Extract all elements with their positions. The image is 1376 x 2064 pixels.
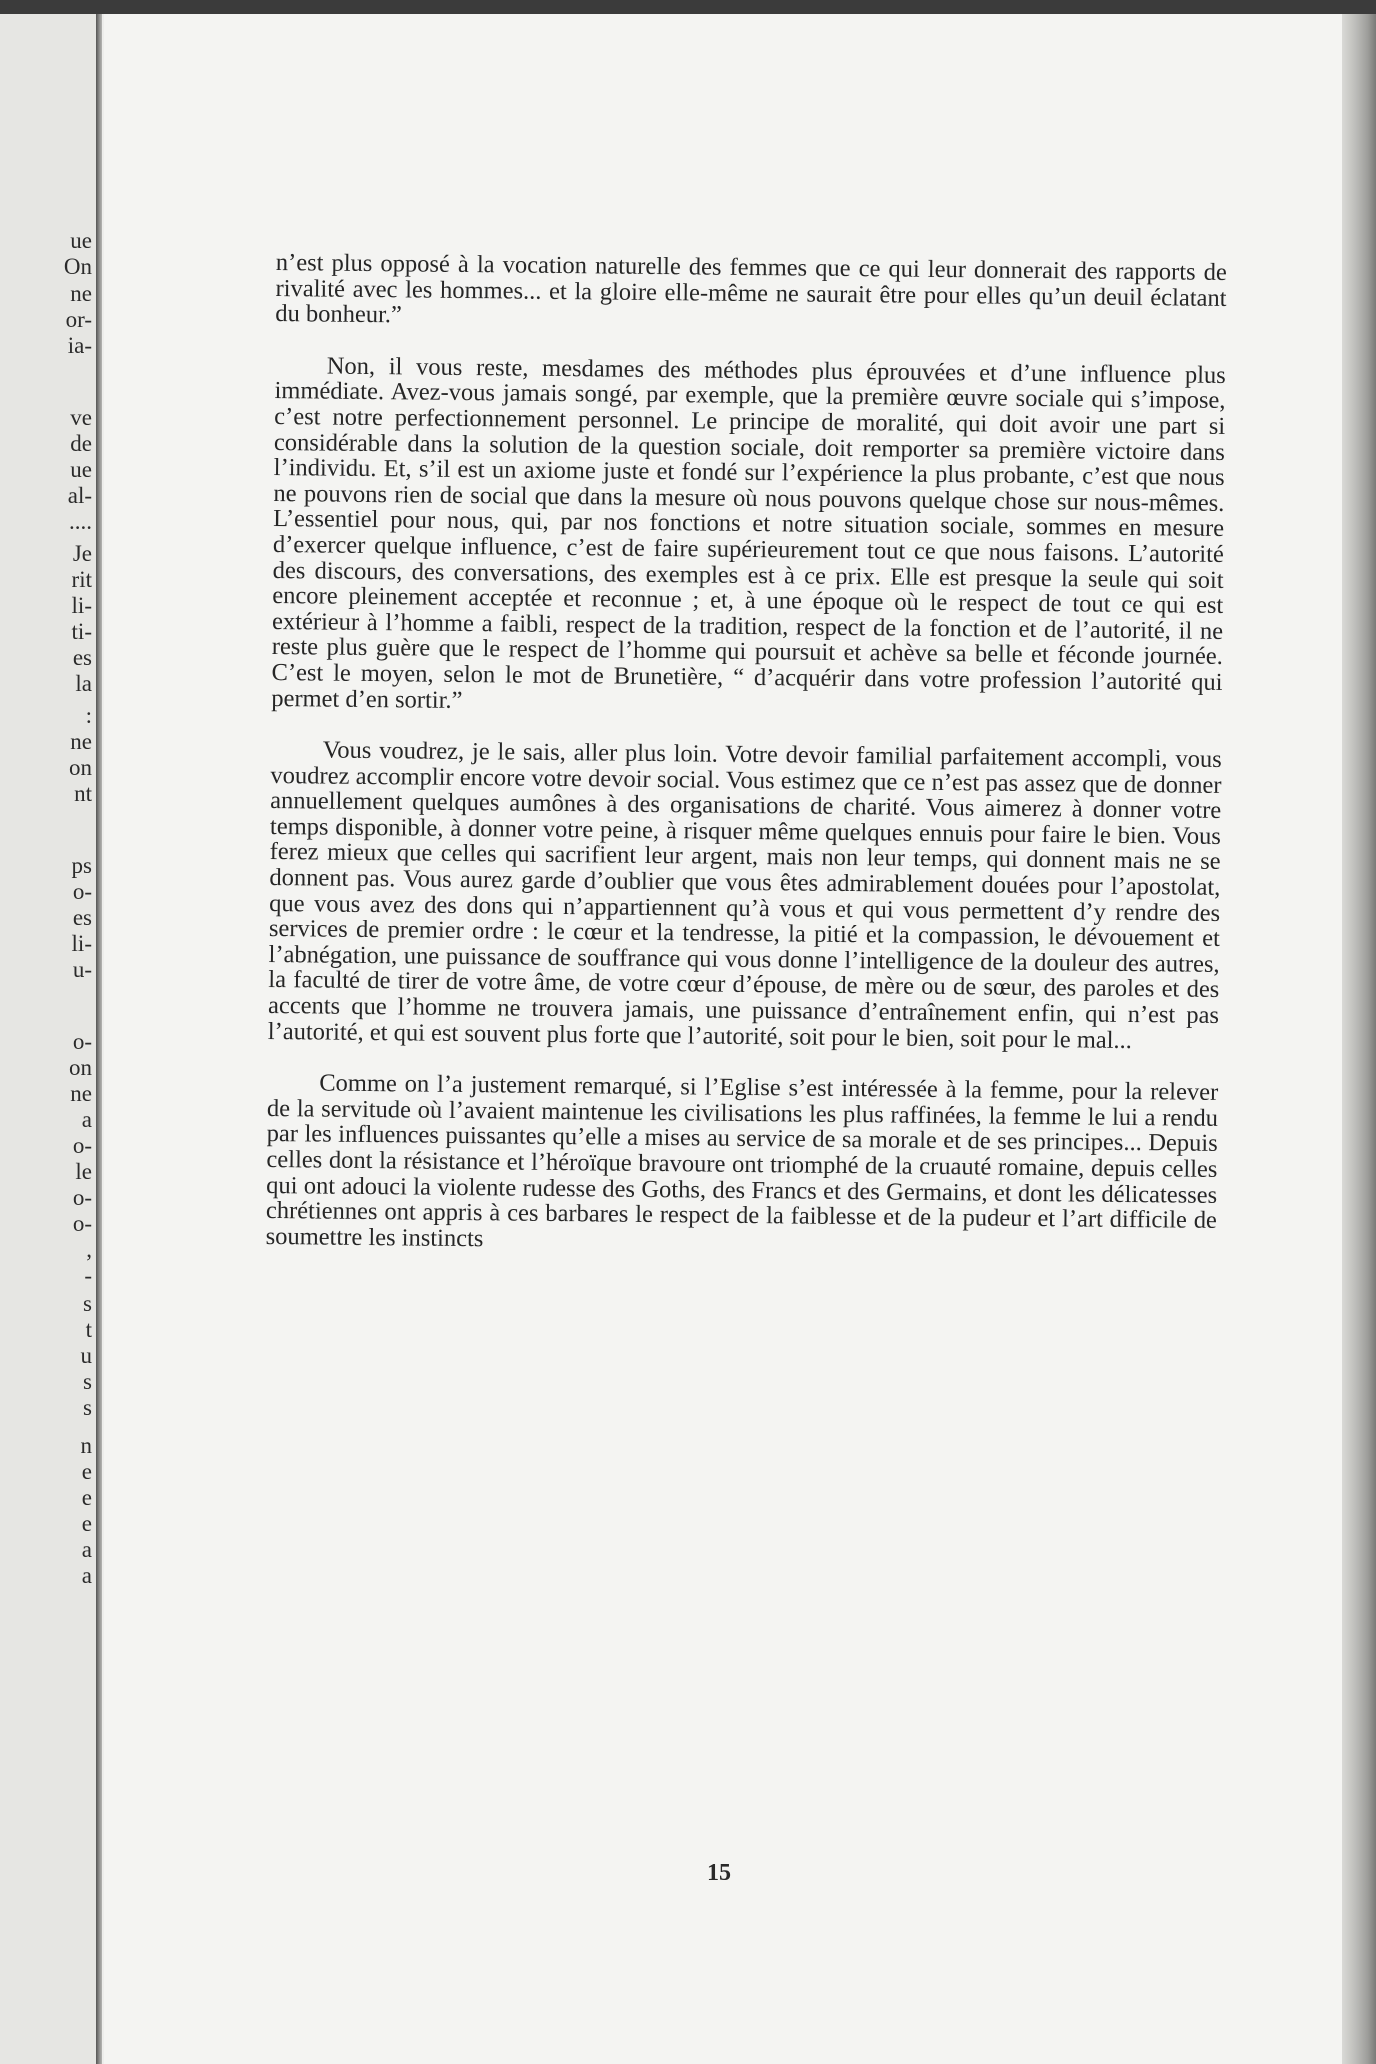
previous-page-fragment: u: [80, 1344, 92, 1368]
previous-page-fragment: -: [84, 1264, 92, 1288]
paragraph: Comme on l’a justement remarqué, si l’Eglise s’est intéressée à la femme, pour la relever de la servitude où l’avaient maintenue les civilisations les plus raffinées, la femme le lui a rendu par les influences puissantes qu’elle a mises au service de sa morale et de ses principes... Depuis celles dont la résistance et l’héroïque bravoure ont triomphé de la cruauté romaine, depuis celles qui ont adouci la violente rudesse des Goths, des Francs et des Germains, et dont les délicatesses chrétiennes ont appris à ces barbares le respect de la faiblesse et de la pudeur et l’art difficile de soumettre les instincts: [265, 1069, 1219, 1253]
previous-page-fragment: es: [72, 646, 92, 670]
previous-page-fragment: ue: [70, 458, 92, 482]
previous-page-fragment: ue: [70, 229, 92, 253]
previous-page-fragment: al-: [67, 484, 92, 508]
previous-page-fragment: ia-: [67, 334, 92, 358]
previous-page-fragment: a: [81, 1538, 92, 1562]
previous-page-fragment: de: [70, 432, 92, 456]
previous-page-fragment: e: [81, 1460, 92, 1484]
previous-page-fragment: o-: [72, 1212, 92, 1236]
scanned-spread: [0, 14, 1376, 2064]
previous-page-fragment: ,: [86, 1238, 92, 1262]
previous-page-fragment: o-: [72, 880, 92, 904]
page-edge-shadow: [1342, 14, 1376, 2064]
previous-page-fragment: ....: [69, 510, 92, 534]
previous-page-fragment: ve: [70, 406, 92, 430]
previous-page-fragment: ne: [70, 730, 92, 754]
previous-page-fragment: e: [81, 1486, 92, 1510]
previous-page-fragment: es: [72, 906, 92, 930]
paragraph: Vous voudrez, je le sais, aller plus loin. Votre devoir familial parfaitement accompli, vous voudrez accomplir encore votre devoir social. Vous estimez que ce n’est pas assez que de donner annuellement quelques aumônes à des organisations de charité. Vous aimerez à donner votre temps disponible, à donner votre peine, à risquer même quelques ennuis pour faire le bien. Vous ferez mieux que celles qui sacrifient leur argent, mais non leur temps, qui donnent mais ne se donnent pas. Vous aurez garde d’oublier que vous êtes admirablement douées pour l’apostolat, que vous avez des dons qui n’appartiennent qu’à vous et qui vous permettent d’y rendre des services de premier ordre : le cœur et la tendresse, la pitié et la compassion, le dévouement et l’abnégation, une puissance de souffrance qui vous donne l’intelligence de la douleur des autres, la faculté de tirer de votre âme, de votre cœur d’épouse, de mère ou de sœur, des paroles et des accents que l’homme ne trouvera jamais, une puissance d’entraînement enfin, qui n’est pas l’autorité, et qui est souvent plus forte que l’autorité, soit pour le bien, soit pour le mal...: [267, 736, 1222, 1054]
previous-page-fragment: ne: [70, 282, 92, 306]
paragraph: n’est plus opposé à la vocation naturelle des femmes que ce qui leur donnerait des rapports de rivalité avec les hommes... et la gloire elle-même ne saurait être pour elles qu’un deuil éclatant du bonheur.”: [275, 249, 1227, 329]
previous-page-fragment: li-: [71, 932, 92, 956]
previous-page-fragment: on: [69, 1056, 92, 1080]
paragraph: Non, il vous reste, mesdames des méthodes plus éprouvées et d’une influence plus immédiate. Avez-vous jamais songé, par exemple, que la première œuvre sociale qui s’impose, c’est notre perfectionnement personnel. Le principe de moralité, qui doit avoir une part si considérable dans la solution de la question sociale, doit remporter sa première victoire dans l’individu. Et, s’il est un axiome juste et fondé sur l’expérience la plus probante, c’est que nous ne pouvons rien de social que dans la mesure où nous pouvons quelque chose sur nous-mêmes. L’essentiel pour nous, qui, par nos fonctions et notre situation sociale, sommes en mesure d’exercer quelque influence, c’est de faire supérieurement tout ce que nous faisons. L’autorité des discours, des conversations, des exemples est à ce prix. Elle est presque la seule qui soit encore pleinement acceptée et reconnue ; et, à une époque où le respect de tout ce qui est extérieur à l’homme a faibli, respect de la tradition, respect de la fonction et de l’autorité, il ne reste plus guère que le respect de l’homme qui poursuit et achève sa belle et féconde journée. C’est le moyen, selon le mot de Brunetière, “ d’acquérir dans votre profession l’autorité qui permet d’en sortir.”: [271, 352, 1226, 714]
previous-page-fragment: nt: [74, 782, 92, 806]
previous-page-fragment: n: [80, 1434, 92, 1458]
previous-page-edge: [0, 14, 102, 2064]
previous-page-fragment: le: [75, 1160, 92, 1184]
book-page: [104, 14, 1342, 2064]
previous-page-text-fragments: [0, 14, 96, 2064]
previous-page-fragment: or-: [65, 308, 92, 332]
previous-page-fragment: o-: [72, 1186, 92, 1210]
book-gutter: [96, 14, 102, 2064]
previous-page-fragment: ti-: [71, 620, 92, 644]
previous-page-fragment: o-: [72, 1134, 92, 1158]
previous-page-fragment: s: [83, 1396, 92, 1420]
previous-page-fragment: e: [81, 1512, 92, 1536]
previous-page-fragment: :: [85, 704, 92, 728]
previous-page-fragment: rit: [71, 568, 92, 592]
previous-page-fragment: o-: [72, 1030, 92, 1054]
previous-page-fragment: a: [81, 1564, 92, 1588]
previous-page-fragment: ne: [70, 1082, 92, 1106]
page-number: 15: [707, 1860, 731, 1886]
previous-page-fragment: ps: [71, 854, 92, 878]
previous-page-fragment: Je: [72, 542, 92, 566]
previous-page-fragment: a: [81, 1108, 92, 1132]
previous-page-fragment: t: [85, 1318, 92, 1342]
previous-page-fragment: u-: [72, 958, 92, 982]
previous-page-fragment: on: [69, 756, 92, 780]
previous-page-fragment: On: [63, 255, 92, 279]
previous-page-fragment: li-: [71, 594, 92, 618]
previous-page-fragment: s: [83, 1370, 92, 1394]
body-text: [266, 250, 1227, 1259]
previous-page-fragment: s: [83, 1292, 92, 1316]
previous-page-fragment: la: [75, 672, 92, 696]
